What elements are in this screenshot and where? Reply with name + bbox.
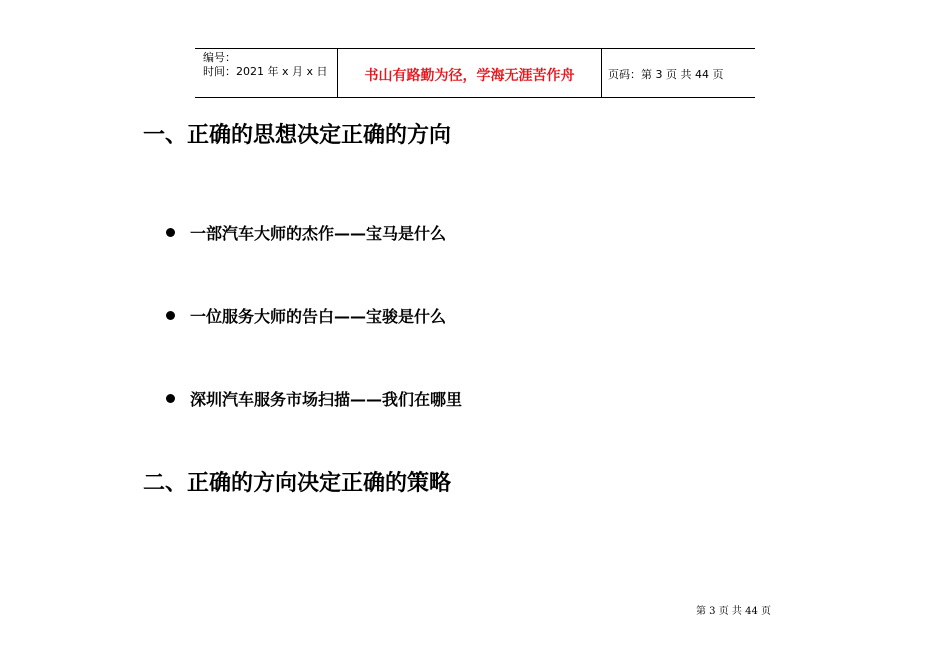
section-title-2: 二、正确的方向决定正确的策略 <box>143 471 452 496</box>
time-label: 时间：2021 年 x 月 x 日 <box>203 65 328 78</box>
motto-text: 书山有路勤为径，学海无涯苦作舟 <box>364 68 575 84</box>
header-meta-cell <box>195 49 338 97</box>
bullet-item <box>166 387 462 410</box>
bullet-text: 深圳汽车服务市场扫描——我们在哪里 <box>190 390 463 409</box>
section-title-1: 一、正确的思想决定正确的方向 <box>143 123 452 148</box>
bullet-text: 一部汽车大师的杰作——宝马是什么 <box>190 224 447 243</box>
number-label: 编号： <box>203 51 236 64</box>
page-info-text: 页码：第 3 页 共 44 页 <box>608 68 724 81</box>
header-table <box>195 48 755 98</box>
page-info-cell <box>602 49 755 97</box>
bullet-dot-icon <box>166 228 175 237</box>
page-footer: 第 3 页 共 44 页 <box>696 606 771 617</box>
bullet-dot-icon <box>166 394 175 403</box>
bullet-text: 一位服务大师的告白——宝骏是什么 <box>190 307 447 326</box>
motto-cell <box>338 49 602 97</box>
bullet-item <box>166 221 446 244</box>
bullet-item <box>166 304 446 327</box>
bullet-dot-icon <box>166 311 175 320</box>
